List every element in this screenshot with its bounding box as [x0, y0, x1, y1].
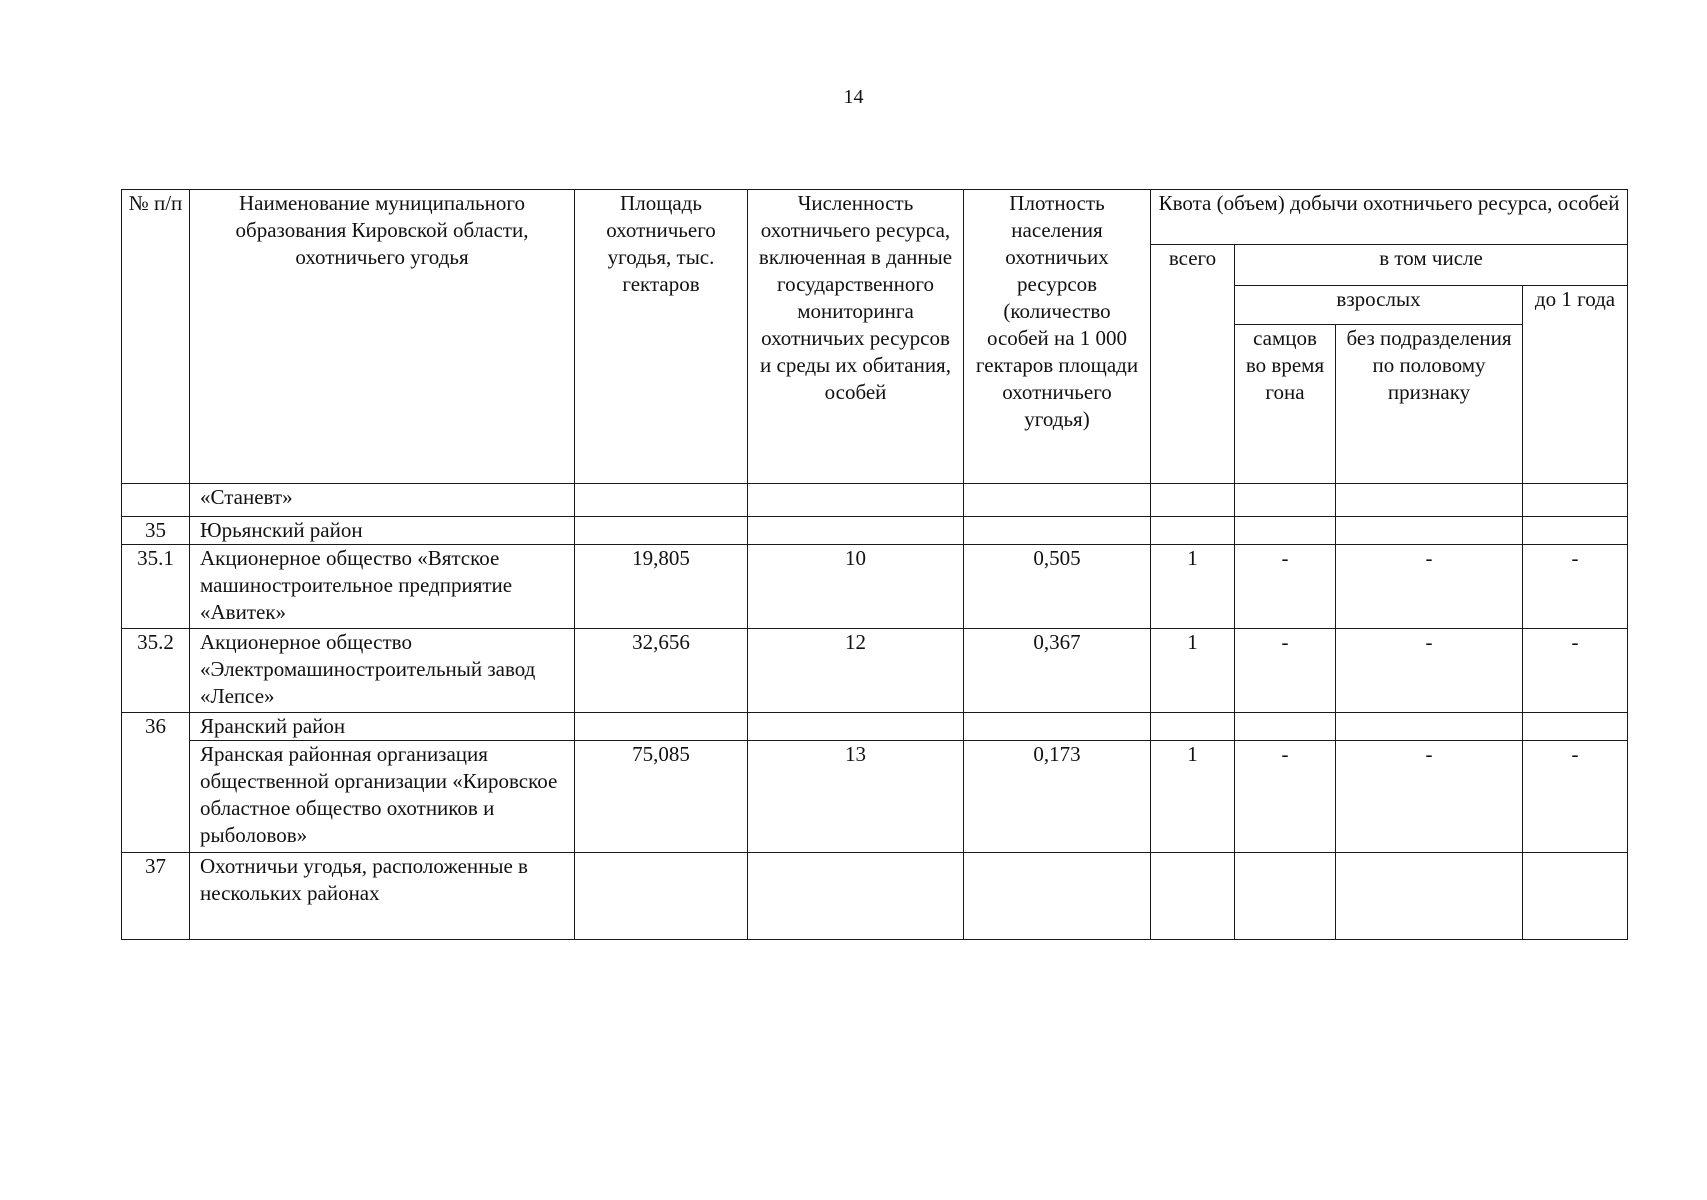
header-no-sex-division: без подразделения по половому признаку	[1336, 325, 1523, 484]
row-males-rut	[1235, 517, 1336, 545]
row-density: 0,173	[964, 741, 1151, 853]
row-density	[964, 517, 1151, 545]
row-name: Юрьянский район	[190, 517, 575, 545]
row-area	[575, 713, 748, 741]
header-name: Наименование муниципального образования Кировской области, охотничьего угодья	[190, 190, 575, 484]
row-under-one: -	[1523, 545, 1628, 629]
row-males-rut	[1235, 713, 1336, 741]
header-males-rut: самцов во время гона	[1235, 325, 1336, 484]
row-total	[1151, 713, 1235, 741]
row-under-one	[1523, 853, 1628, 940]
table-row	[122, 741, 1628, 853]
row-number: 36	[122, 713, 190, 853]
row-no-sex	[1336, 517, 1523, 545]
row-number: 37	[122, 853, 190, 940]
row-males-rut: -	[1235, 741, 1336, 853]
table-row	[122, 853, 1628, 940]
row-no-sex: -	[1336, 545, 1523, 629]
table-row	[122, 629, 1628, 713]
row-number: 35.2	[122, 629, 190, 713]
row-density	[964, 713, 1151, 741]
row-count	[748, 853, 964, 940]
row-area	[575, 517, 748, 545]
row-name: Охотничьи угодья, расположенные в нескольких районах	[190, 853, 575, 940]
row-area: 75,085	[575, 741, 748, 853]
table-row	[122, 545, 1628, 629]
row-density	[964, 853, 1151, 940]
hunting-quota-table	[121, 189, 1628, 940]
row-name: Яранский район	[190, 713, 575, 741]
row-no-sex: -	[1336, 741, 1523, 853]
header-under-one-year: до 1 года	[1523, 286, 1628, 484]
row-density: 0,367	[964, 629, 1151, 713]
row-total	[1151, 484, 1235, 517]
row-total: 1	[1151, 741, 1235, 853]
header-density: Плотность населения охотничьих ресурсов (количество особей на 1 000 гектаров площади охотничьего угодья)	[964, 190, 1151, 484]
row-under-one	[1523, 517, 1628, 545]
row-area: 32,656	[575, 629, 748, 713]
row-name: Яранская районная организация общественной организации «Кировское областное общество охотников и рыболовов»	[190, 741, 575, 853]
row-name: «Станевт»	[190, 484, 575, 517]
table-row	[122, 713, 1628, 741]
header-including: в том числе	[1235, 245, 1628, 286]
table-row	[122, 484, 1628, 517]
row-males-rut: -	[1235, 629, 1336, 713]
row-males-rut: -	[1235, 545, 1336, 629]
table-row	[122, 517, 1628, 545]
row-density: 0,505	[964, 545, 1151, 629]
row-count	[748, 517, 964, 545]
header-adults: взрослых	[1235, 286, 1523, 325]
row-density	[964, 484, 1151, 517]
row-under-one	[1523, 713, 1628, 741]
row-area: 19,805	[575, 545, 748, 629]
row-total	[1151, 517, 1235, 545]
row-name: Акционерное общество «Электромашиностроительный завод «Лепсе»	[190, 629, 575, 713]
row-count: 10	[748, 545, 964, 629]
header-total: всего	[1151, 245, 1235, 484]
row-count: 12	[748, 629, 964, 713]
row-area	[575, 853, 748, 940]
row-number: 35	[122, 517, 190, 545]
row-name: Акционерное общество «Вятское машиностроительное предприятие «Авитек»	[190, 545, 575, 629]
row-count	[748, 713, 964, 741]
row-no-sex: -	[1336, 629, 1523, 713]
row-number: 35.1	[122, 545, 190, 629]
row-count: 13	[748, 741, 964, 853]
row-no-sex	[1336, 853, 1523, 940]
table-header-row	[122, 190, 1628, 245]
row-number	[122, 484, 190, 517]
row-area	[575, 484, 748, 517]
row-no-sex	[1336, 713, 1523, 741]
header-area: Площадь охотничьего угодья, тыс. гектаров	[575, 190, 748, 484]
row-under-one	[1523, 484, 1628, 517]
header-number: № п/п	[122, 190, 190, 484]
row-total: 1	[1151, 629, 1235, 713]
row-under-one: -	[1523, 741, 1628, 853]
row-total	[1151, 853, 1235, 940]
row-under-one: -	[1523, 629, 1628, 713]
header-quota: Квота (объем) добычи охотничьего ресурса, особей	[1151, 190, 1628, 245]
row-total: 1	[1151, 545, 1235, 629]
row-no-sex	[1336, 484, 1523, 517]
row-males-rut	[1235, 484, 1336, 517]
page-number: 14	[843, 86, 864, 108]
row-count	[748, 484, 964, 517]
header-count: Численность охотничьего ресурса, включенная в данные государственного мониторинга охотничьих ресурсов и среды их обитания, особей	[748, 190, 964, 484]
row-males-rut	[1235, 853, 1336, 940]
